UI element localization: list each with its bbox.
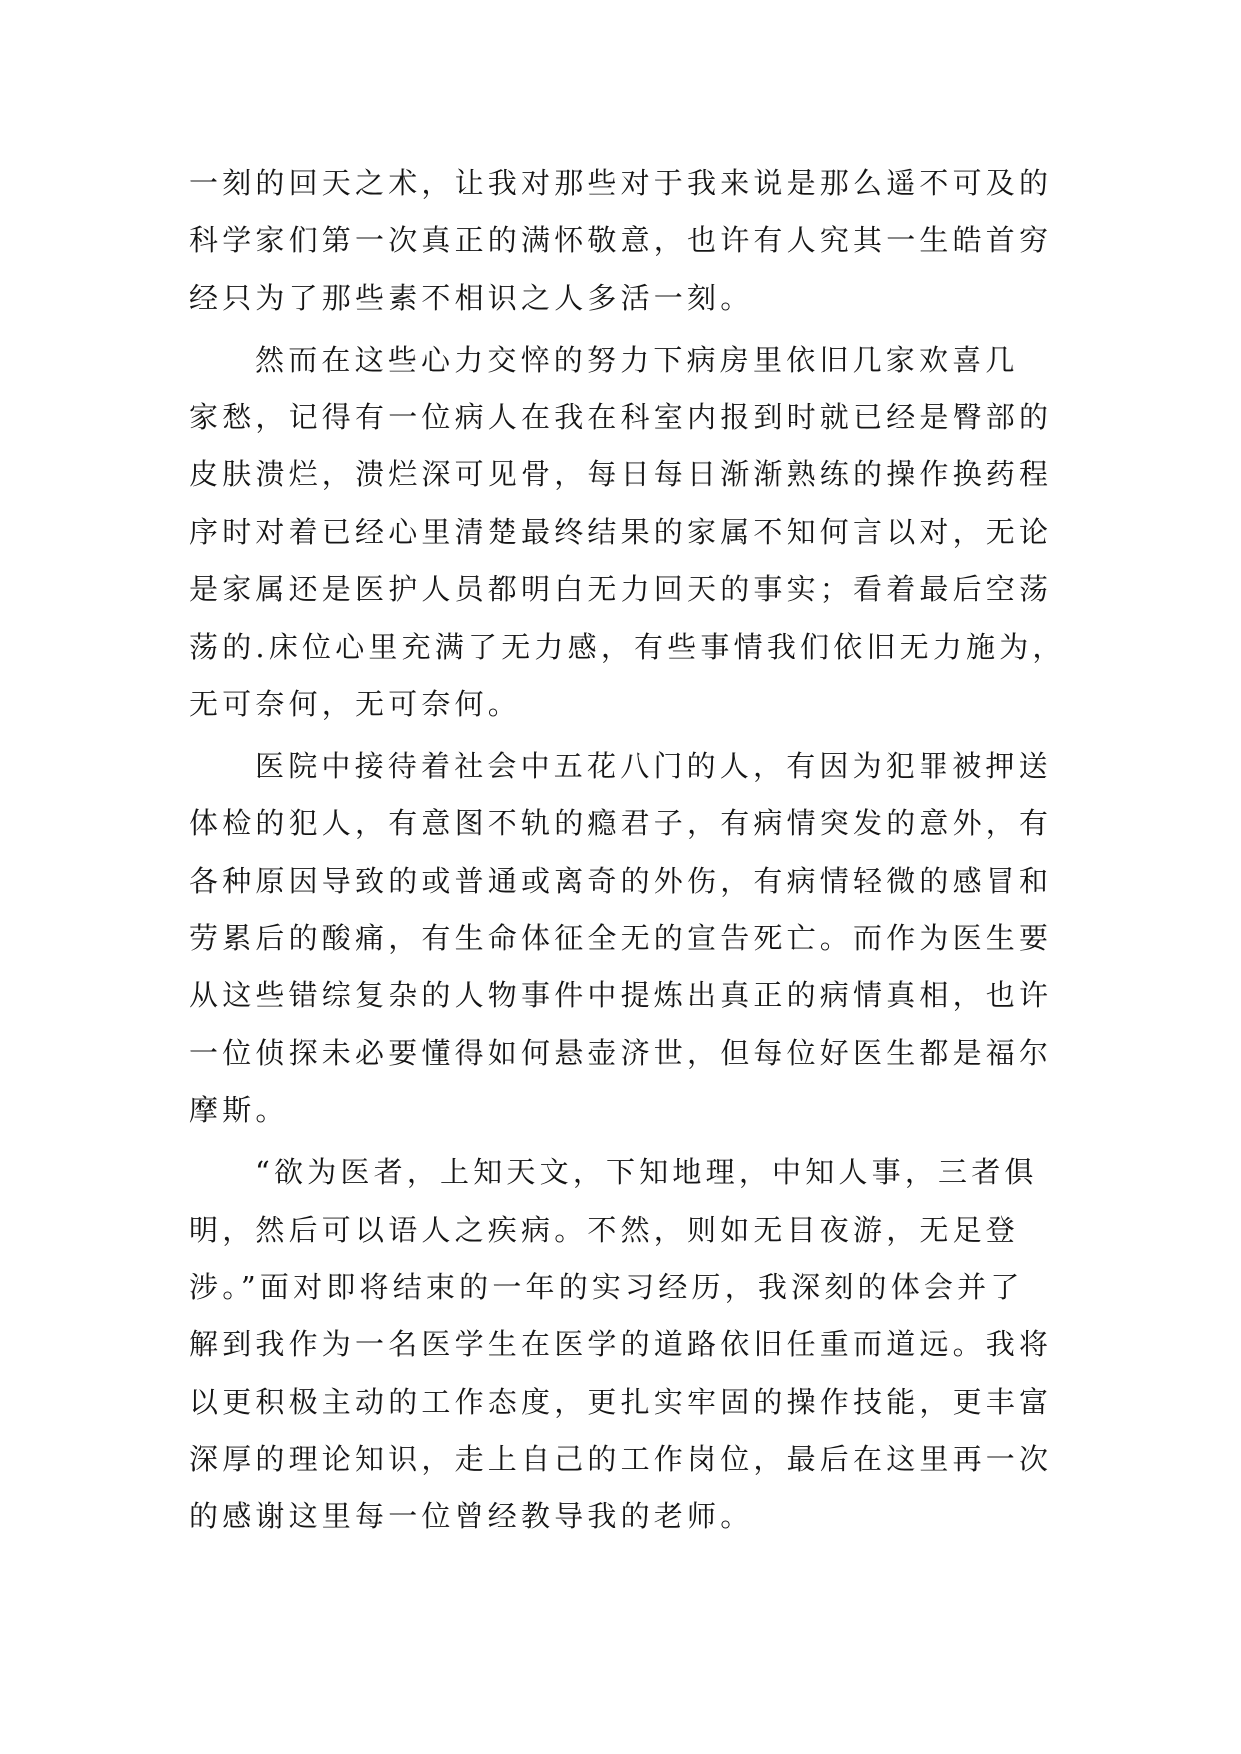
- text-line: 的感谢这里每一位曾经教导我的老师。: [189, 1499, 754, 1534]
- paragraph: [189, 1144, 1069, 1546]
- text-line: 荡的.床位心里充满了无力感，有些事情我们依旧无力施为，: [189, 629, 1066, 664]
- text-line: 明，然后可以语人之疾病。不然，则如无目夜游，无足登: [189, 1212, 1020, 1247]
- text-line: 一位侦探未必要懂得如何悬壶济世，但每位好医生都是福尔: [189, 1035, 1053, 1070]
- text-line: 是家属还是医护人员都明白无力回天的事实；看着最后空荡: [189, 572, 1053, 607]
- text-line: 家愁，记得有一位病人在我在科室内报到时就已经是臀部的: [189, 400, 1053, 435]
- text-line: 摩斯。: [189, 1093, 289, 1128]
- text-line: 无可奈何，无可奈何。: [189, 687, 522, 722]
- text-line: 序时对着已经心里清楚最终结果的家属不知何言以对，无论: [189, 514, 1053, 549]
- paragraph: [189, 738, 1069, 1140]
- text-line: 一刻的回天之术，让我对那些对于我来说是那么遥不可及的: [189, 166, 1053, 200]
- text-line: 皮肤溃烂，溃烂深可见骨，每日每日渐渐熟练的操作换药程: [189, 457, 1053, 492]
- text-line: “欲为医者，上知天文，下知地理，中知人事，三者俱: [255, 1155, 1038, 1190]
- text-line: 医院中接待着社会中五花八门的人，有因为犯罪被押送: [255, 748, 1052, 783]
- text-line: 经只为了那些素不相识之人多活一刻。: [189, 280, 754, 315]
- text-line: 从这些错综复杂的人物事件中提炼出真正的病情真相，也许: [189, 978, 1053, 1013]
- text-line: 解到我作为一名医学生在医学的道路依旧任重而道远。我将: [189, 1327, 1053, 1362]
- paragraph: [189, 155, 1069, 327]
- text-line: 以更积极主动的工作态度，更扎实牢固的操作技能，更丰富: [189, 1384, 1053, 1419]
- text-line: 劳累后的酸痛，有生命体征全无的宣告死亡。而作为医生要: [189, 921, 1053, 956]
- text-line: 科学家们第一次真正的满怀敬意，也许有人究其一生皓首穷: [189, 223, 1053, 258]
- text-line: 涉。”面对即将结束的一年的实习经历，我深刻的体会并了: [189, 1269, 1024, 1304]
- text-line: 体检的犯人，有意图不轨的瘾君子，有病情突发的意外，有: [189, 806, 1053, 841]
- text-line: 然而在这些心力交悴的努力下病房里依旧几家欢喜几: [255, 342, 1019, 377]
- text-line: 各种原因导致的或普通或离奇的外伤，有病情轻微的感冒和: [189, 863, 1053, 898]
- paragraph: [189, 332, 1069, 734]
- document-body: [189, 155, 1069, 1546]
- text-line: 深厚的理论知识，走上自己的工作岗位，最后在这里再一次: [189, 1442, 1053, 1477]
